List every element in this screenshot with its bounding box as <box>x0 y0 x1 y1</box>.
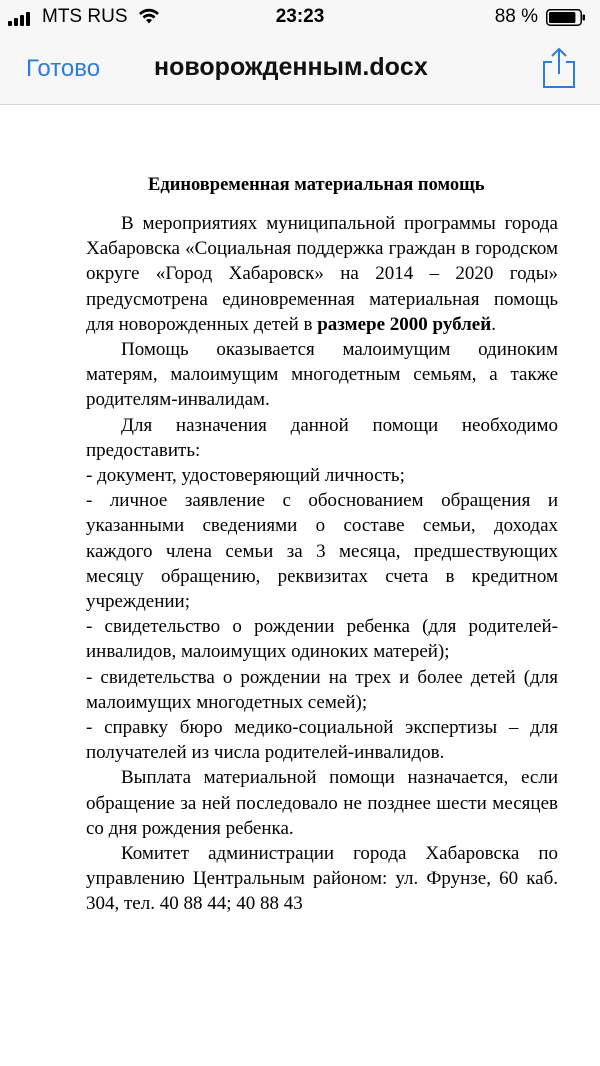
clock: 23:23 <box>275 6 325 27</box>
paragraph-program-text: В мероприятиях муниципальной программы города Хабаровска «Социальная поддержка граждан в городском округе «Город Хабаровск» на 2014 – 2020 годы» предусмотрена единовременная материальная помощь для новорожденных детей в <box>86 213 558 335</box>
paragraph-program-end: . <box>491 313 496 335</box>
done-button[interactable]: Готово <box>26 55 101 82</box>
battery-icon <box>546 9 586 26</box>
list-item: - справку бюро медико-социальной экспертизы – для получателей из числа родителей-инвалидов. <box>86 717 558 764</box>
document-heading: Единовременная материальная помощь <box>148 175 485 195</box>
share-icon[interactable] <box>540 46 578 90</box>
document-body <box>86 172 558 917</box>
paragraph-recipients: Помощь оказывается малоимущим одиноким матерям, малоимущим многодетным семьям, а также родителям-инвалидам. <box>86 339 558 411</box>
list-item: - свидетельство о рождении ребенка (для родителей-инвалидов, малоимущих одиноких матерей); <box>86 616 558 663</box>
paragraph-payment: Выплата материальной помощи назначается, если обращение за ней последовало не позднее шести месяцев со дня рождения ребенка. <box>86 767 558 839</box>
carrier-name: MTS RUS <box>42 6 128 27</box>
paragraph-requirements: Для назначения данной помощи необходимо предоставить: <box>86 414 558 461</box>
document-title: новорожденным.docx <box>154 53 428 81</box>
aid-amount: размере 2000 рублей <box>317 313 492 335</box>
list-item: - личное заявление с обоснованием обращения и указанными сведениями о составе семьи, доходах каждого члена семьи за 3 месяца, предшествующих месяцу обращению, реквизитах счета в кредитном учреждении; <box>86 490 558 613</box>
list-item: - документ, удостоверяющий личность; <box>86 465 405 487</box>
navigation-bar <box>0 34 600 105</box>
paragraph-contacts: Комитет администрации города Хабаровска по управлению Центральным районом: ул. Фрунзе, 60 каб. 304, тел. 40 88 44; 40 88 43 <box>86 843 558 915</box>
list-item: - свидетельства о рождении на трех и более детей (для малоимущих многодетных семей); <box>86 666 558 713</box>
paragraph-program <box>86 211 558 337</box>
status-bar <box>0 0 600 34</box>
battery-percentage: 88 % <box>494 6 538 27</box>
